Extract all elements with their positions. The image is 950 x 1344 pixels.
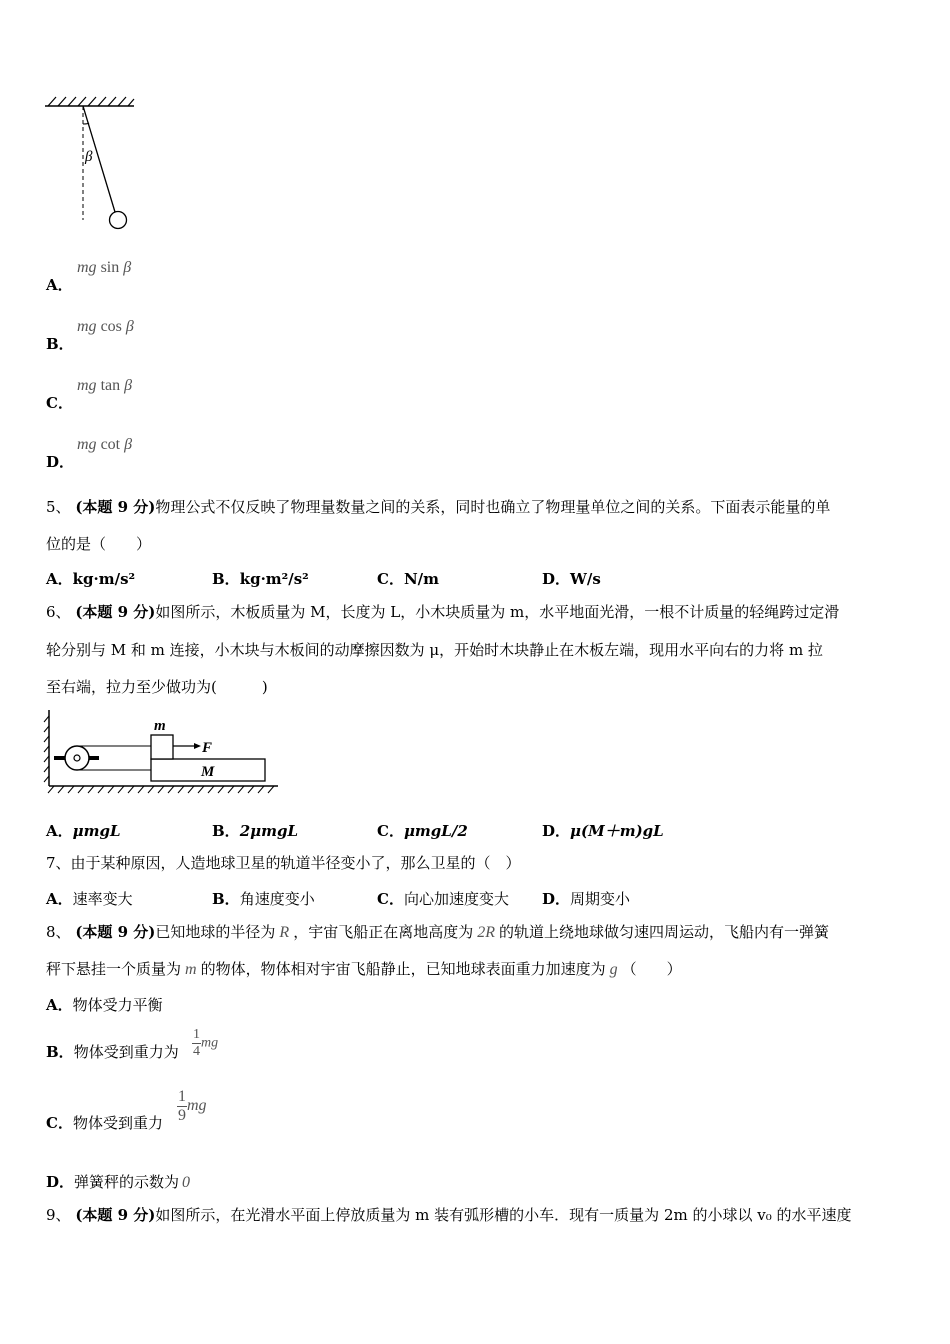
q6-stem-line1: 6、 (本题 9 分)如图所示，木板质量为 M，长度为 L，小木块质量为 m，水平地面光滑，一根不计质量的轻绳跨过定滑 — [46, 603, 840, 621]
q6-stem-line3: 至右端，拉力至少做功为( ) — [46, 678, 268, 696]
pendulum-figure — [40, 92, 140, 237]
angle-label: β — [85, 149, 93, 165]
label-m: m — [154, 718, 166, 734]
pendulum-bob — [110, 212, 127, 229]
q8-option-b[interactable]: B．物体受到重力为 — [46, 1043, 179, 1061]
q5-option-c[interactable]: C．N/m — [377, 570, 440, 588]
q5-stem-line1: 5、 (本题 9 分)物理公式不仅反映了物理量数量之间的关系，同时也确立了物理量单位之间的关系。下面表示能量的单 — [46, 498, 831, 516]
q8-option-a[interactable]: A．物体受力平衡 — [46, 996, 163, 1014]
ground-hatch — [48, 786, 274, 793]
q8-option-c-expr: $\frac{1}{9}$ mg — [178, 1088, 207, 1124]
angle-arc — [83, 123, 89, 124]
label-M: M — [201, 764, 215, 780]
q4-option-d-expr: mg cot β — [77, 436, 133, 453]
pulley-hub — [74, 755, 80, 761]
q6-option-d[interactable]: D．μ(M＋m)gL — [542, 822, 664, 840]
option-label: B． — [46, 335, 74, 353]
ceiling-hatch — [48, 97, 134, 106]
q6-option-b[interactable]: B．2μmgL — [212, 822, 299, 840]
q8-option-b-expr: $\frac{1}{4}$ mg — [193, 1027, 219, 1059]
q5-option-b[interactable]: B．kg·m²/s² — [212, 570, 309, 588]
q4-option-b-expr: mg cos β — [77, 318, 134, 335]
option-label: D． — [46, 453, 75, 471]
q5-option-d[interactable]: D．W/s — [542, 570, 601, 588]
q8-option-d[interactable]: D．弹簧秤的示数为 0 — [46, 1173, 191, 1191]
q7-stem: 7、由于某种原因，人造地球卫星的轨道半径变小了，那么卫星的（ ） — [46, 854, 521, 872]
q7-option-b[interactable]: B．角速度变小 — [212, 890, 315, 908]
block-m — [151, 735, 173, 759]
q5-option-a[interactable]: A．kg·m/s² — [46, 570, 136, 588]
q6-option-a[interactable]: A．μmgL — [46, 822, 121, 840]
force-arrowhead — [194, 743, 201, 749]
option-label: A． — [46, 276, 73, 294]
q6-stem-line2: 轮分别与 M 和 m 连接，小木块与木板间的动摩擦因数为 μ，开始时木块静止在木板左端，现用水平向右的力将 m 拉 — [46, 641, 823, 659]
label-F: F — [202, 740, 213, 756]
q4-option-b[interactable] — [46, 333, 74, 354]
q4-option-d[interactable] — [46, 451, 74, 472]
board-pulley-figure — [44, 708, 284, 794]
q5-stem-line2: 位的是（ ） — [46, 535, 152, 553]
q8-option-c[interactable]: C．物体受到重力 — [46, 1114, 163, 1132]
q4-option-a-expr: mg sin β — [77, 259, 132, 276]
q4-option-c-expr: mg tan β — [77, 377, 133, 394]
q8-stem-line2: 秤下悬挂一个质量为 m 的物体，物体相对宇宙飞船静止，已知地球表面重力加速度为 g （ ） — [46, 960, 682, 978]
q9-stem: 9、 (本题 9 分)如图所示，在光滑水平面上停放质量为 m 装有弧形槽的小车．现有一质量为 2m 的小球以 v₀ 的水平速度 — [46, 1206, 852, 1224]
option-label: C． — [46, 394, 73, 412]
q6-option-c[interactable]: C．μmgL/2 — [377, 822, 468, 840]
q7-option-a[interactable]: A．速率变大 — [46, 890, 133, 908]
q7-option-c[interactable]: C．向心加速度变大 — [377, 890, 509, 908]
q7-option-d[interactable]: D．周期变小 — [542, 890, 631, 908]
q4-option-a[interactable] — [46, 274, 73, 295]
q4-option-c[interactable] — [46, 392, 73, 413]
q8-stem-line1: 8、 (本题 9 分)已知地球的半径为 R ，宇宙飞船正在离地高度为 2R 的轨道上绕地球做匀速四周运动，飞船内有一弹簧 — [46, 923, 830, 941]
